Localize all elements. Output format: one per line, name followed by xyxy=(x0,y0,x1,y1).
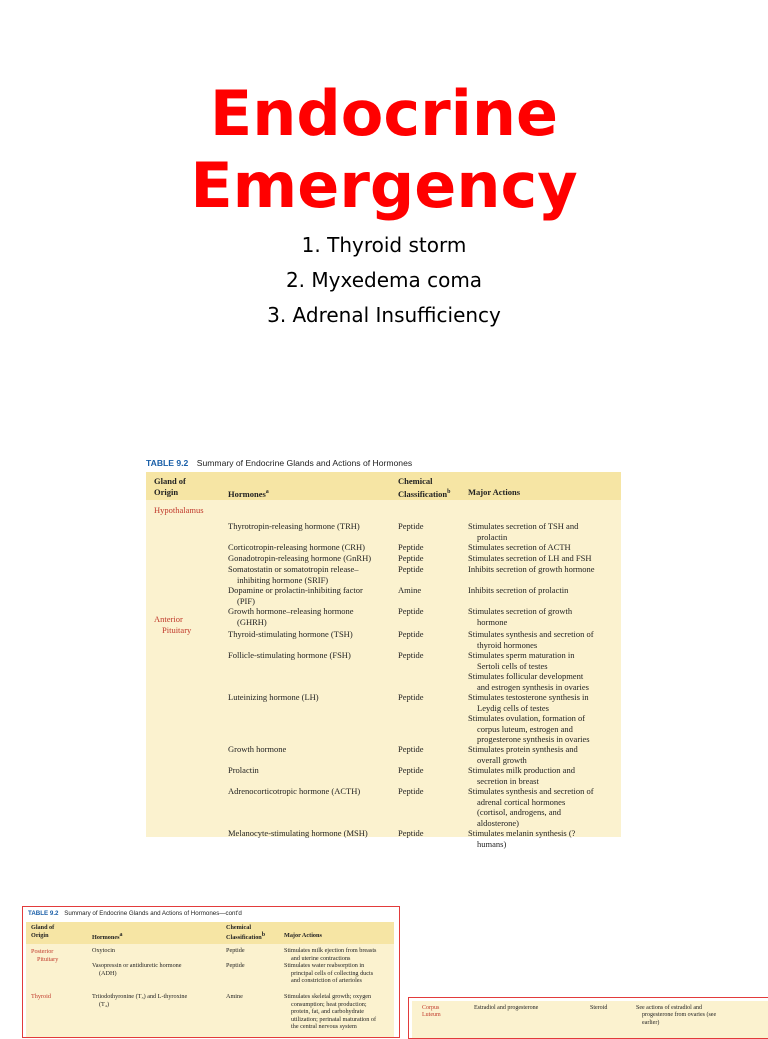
cell-hormone-line: (ADH) xyxy=(99,969,117,977)
header-chem-line2: Classification xyxy=(398,488,448,499)
cell-actions xyxy=(284,962,394,985)
cell-hormone xyxy=(228,542,393,553)
cell-action-line: consumption; heat production; xyxy=(291,1000,367,1008)
cell-action-line: Stimulates secretion of ACTH xyxy=(468,542,571,552)
header-gland xyxy=(154,476,186,497)
cont-header-chem-sup: b xyxy=(261,931,266,938)
cell-hormone xyxy=(228,606,393,627)
cell-hormone xyxy=(228,765,393,776)
title-line-1: Endocrine xyxy=(209,77,559,150)
cont-header-hormones-text: Hormones xyxy=(92,934,120,942)
cell-action-line: Stimulates secretion of LH and FSH xyxy=(468,553,592,563)
gland-posterior-pituitary xyxy=(31,948,58,963)
fragment-chem: Steroid xyxy=(590,1005,608,1011)
cell-action-line: (cortisol, androgens, and xyxy=(477,807,562,818)
table-header xyxy=(146,472,621,500)
cell-actions xyxy=(468,553,620,564)
cont-header-gland-line1: Gland of xyxy=(31,924,55,931)
cell-chem: Peptide xyxy=(398,553,424,563)
cell-hormone xyxy=(92,947,222,955)
fragment-action-line: progesterone from ovaries (see xyxy=(642,1012,717,1019)
cell-action-line: Stimulates secretion of growth xyxy=(468,606,573,616)
cell-hormone-line: Adrenocorticotropic hormone (ACTH) xyxy=(228,786,361,796)
cell-actions xyxy=(468,521,620,542)
gland-hypothalamus: Hypothalamus xyxy=(154,505,204,515)
cont-header-actions: Major Actions xyxy=(284,932,322,939)
cell-hormone xyxy=(92,962,222,977)
cell-action-line: aldosterone) xyxy=(477,817,520,828)
cell-hormone xyxy=(92,993,222,1008)
cell-hormone xyxy=(228,585,393,606)
cell-chem: Peptide xyxy=(398,765,424,775)
list-item: 1. Thyroid storm xyxy=(301,233,467,257)
cell-chem: Peptide xyxy=(398,744,424,754)
cell-chem: Peptide xyxy=(398,521,424,531)
cont-header-chem-line1: Chemical xyxy=(226,924,252,931)
cell-action-line: and estrogen synthesis in ovaries xyxy=(477,681,589,692)
cell-action-line: Stimulates protein synthesis and xyxy=(468,744,578,754)
table-caption-text: Summary of Endocrine Glands and Actions of Hormones xyxy=(196,458,413,468)
cell-chem: Peptide xyxy=(398,542,424,552)
cell-action-line: hormone xyxy=(477,616,508,627)
cell-action-line: secretion in breast xyxy=(477,775,539,786)
cont-header-chem-line2: Classification xyxy=(226,933,262,941)
cell-actions xyxy=(468,542,620,553)
cell-action-line: adrenal cortical hormones xyxy=(477,796,566,807)
cell-action-line: protein, fat, and carbohydrate xyxy=(291,1008,365,1016)
cell-chem: Peptide xyxy=(398,564,424,574)
cell-action-line: Stimulates water reabsorption in xyxy=(284,962,365,969)
fragment-action-line: earlier) xyxy=(642,1019,660,1026)
header-chem-line1: Chemical xyxy=(398,476,433,486)
cell-action-line: principal cells of collecting ducts xyxy=(291,969,374,977)
gland-anterior-pituitary xyxy=(154,614,191,635)
cell-hormone-line: Melanocyte-stimulating hormone (MSH) xyxy=(228,828,368,838)
cell-actions xyxy=(468,765,620,786)
cell-hormone xyxy=(228,564,393,585)
cell-hormone-line: (PIF) xyxy=(237,595,255,606)
table-number: TABLE 9.2 xyxy=(146,458,189,468)
cell-chem: Peptide xyxy=(226,947,245,954)
cell-action-line: utilization; perinatal maturation of xyxy=(291,1015,377,1023)
cell-hormone-line: Prolactin xyxy=(228,765,259,775)
gland-anterior-line2: Pituitary xyxy=(162,624,192,635)
cont-header-hormones xyxy=(92,932,123,942)
gland-thyroid: Thyroid xyxy=(31,993,51,1000)
hormone-table-continued xyxy=(22,906,400,1038)
cell-action-line: Stimulates synthesis and secretion of xyxy=(468,629,594,639)
cell-action-line: Stimulates testosterone synthesis in xyxy=(468,692,589,702)
list-item: 2. Myxedema coma xyxy=(285,268,483,292)
cell-hormone xyxy=(228,521,393,532)
cell-action-line: the central nervous system xyxy=(291,1023,357,1031)
cell-hormone xyxy=(228,786,393,797)
cell-chem: Peptide xyxy=(398,692,424,702)
cell-actions xyxy=(468,692,620,745)
cell-actions xyxy=(468,564,620,575)
header-chem xyxy=(398,476,450,499)
fragment-hormone: Estradiol and progesterone xyxy=(474,1005,539,1011)
hormone-table-fragment xyxy=(408,997,768,1039)
cell-chem: Peptide xyxy=(398,650,424,660)
header-chem-sup: b xyxy=(447,488,451,495)
cell-action-line: Leydig cells of testes xyxy=(477,702,549,713)
cell-action-line: Stimulates secretion of TSH and xyxy=(468,521,579,531)
cell-action-line: Stimulates melanin synthesis (? xyxy=(468,828,576,838)
gland-corpus-line2: Luteum xyxy=(422,1012,441,1019)
table-cont-number: TABLE 9.2 xyxy=(28,910,59,917)
cell-action-line: Stimulates synthesis and secretion of xyxy=(468,786,594,796)
cell-action-line: Inhibits secretion of growth hormone xyxy=(468,564,595,574)
cell-hormone xyxy=(228,629,393,640)
cell-hormone-line: Corticotropin-releasing hormone (CRH) xyxy=(228,542,365,552)
gland-corpus-luteum xyxy=(422,1005,441,1020)
cell-hormone-line: (GHRH) xyxy=(237,616,267,627)
table-cont-body xyxy=(26,922,394,1038)
cell-action-line: Sertoli cells of testes xyxy=(477,660,548,671)
gland-corpus-line1: Corpus xyxy=(422,1005,440,1011)
cell-action-line: Inhibits secretion of prolactin xyxy=(468,585,569,595)
cell-hormone-line: Follicle-stimulating hormone (FSH) xyxy=(228,650,351,660)
cell-chem: Peptide xyxy=(398,606,424,616)
cell-chem: Peptide xyxy=(398,629,424,639)
cell-hormone xyxy=(228,650,393,661)
cell-action-line: progesterone synthesis in ovaries xyxy=(477,734,590,745)
cell-action-line: humans) xyxy=(477,838,507,849)
cell-action-line: and uterine contractions xyxy=(291,954,351,962)
cell-action-line: Stimulates follicular development xyxy=(468,671,584,682)
title-line-2: Emergency xyxy=(190,149,578,222)
table-body xyxy=(146,472,621,849)
cell-hormone-line: inhibiting hormone (SRIF) xyxy=(237,574,329,585)
cell-action-line: prolactin xyxy=(477,531,508,542)
cell-hormone-line: Growth hormone xyxy=(228,744,287,754)
cell-hormone xyxy=(228,828,393,839)
cell-chem: Amine xyxy=(398,585,422,595)
table-cont-caption-text: Summary of Endocrine Glands and Actions of Hormones—cont'd xyxy=(64,910,242,917)
cell-actions xyxy=(468,744,620,765)
header-hormones-sup: a xyxy=(265,489,269,495)
cell-actions xyxy=(284,993,394,1031)
cell-hormone-line: Dopamine or prolactin-inhibiting factor xyxy=(228,585,363,595)
cell-hormone-line: (T₄) xyxy=(99,1000,110,1008)
cell-action-line: thyroid hormones xyxy=(477,639,538,650)
cell-actions xyxy=(468,828,620,849)
cell-chem: Peptide xyxy=(398,786,424,796)
cell-chem: Amine xyxy=(226,993,243,1000)
cell-hormone-line: Luteinizing hormone (LH) xyxy=(228,692,319,702)
emergency-list xyxy=(0,228,768,333)
cont-header-chem xyxy=(226,924,265,941)
header-hormones-text: Hormones xyxy=(228,488,266,499)
table-caption xyxy=(146,455,621,472)
header-gland-line2: Origin xyxy=(154,486,179,497)
cell-chem: Peptide xyxy=(226,962,245,969)
cell-action-line: Stimulates milk production and xyxy=(468,765,575,775)
fragment-action-line: See actions of estradiol and xyxy=(636,1005,702,1011)
cell-action-line: corpus luteum, estrogen and xyxy=(477,723,573,734)
cell-hormone-line: Growth hormone–releasing hormone xyxy=(228,606,354,616)
cell-hormone-line: Triiodothyronine (T₃) and L-thyroxine xyxy=(92,993,188,1000)
cell-action-line: and constriction of arterioles xyxy=(291,977,362,985)
table-fragment-body xyxy=(412,1001,768,1039)
cell-chem: Peptide xyxy=(398,828,424,838)
list-item: 3. Adrenal Insufficiency xyxy=(267,303,501,327)
cell-hormone xyxy=(228,692,393,703)
cont-header-gland-line2: Origin xyxy=(31,931,49,939)
cell-actions xyxy=(284,947,394,962)
gland-posterior-line2: Pituitary xyxy=(37,955,59,963)
cell-action-line: Stimulates skeletal growth; oxygen xyxy=(284,993,372,1000)
cell-actions xyxy=(468,606,620,627)
table-cont-header xyxy=(26,922,394,944)
header-gland-line1: Gland of xyxy=(154,476,186,486)
cell-action-line: overall growth xyxy=(477,754,527,765)
header-actions: Major Actions xyxy=(468,487,521,497)
cont-header-hormones-sup: a xyxy=(119,932,123,938)
cont-header-gland xyxy=(31,924,54,939)
cell-actions xyxy=(468,786,620,828)
cell-actions xyxy=(468,650,620,692)
cell-hormone xyxy=(228,553,393,564)
cell-hormone-line: Somatostatin or somatotropin release– xyxy=(228,564,359,574)
cell-action-line: Stimulates milk ejection from breasts xyxy=(284,947,377,954)
cell-actions xyxy=(468,585,620,596)
cell-hormone-line: Thyrotropin-releasing hormone (TRH) xyxy=(228,521,360,531)
cell-action-line: Stimulates ovulation, formation of xyxy=(468,713,586,724)
gland-anterior-line1: Anterior xyxy=(154,614,183,624)
gland-posterior-line1: Posterior xyxy=(31,948,54,955)
cell-action-line: Stimulates sperm maturation in xyxy=(468,650,575,660)
cell-hormone-line: Oxytocin xyxy=(92,947,116,954)
hormone-table xyxy=(146,455,621,849)
header-hormones xyxy=(228,487,269,499)
cell-hormone-line: Thyroid-stimulating hormone (TSH) xyxy=(228,629,353,639)
cell-hormone-line: Vasopressin or antidiuretic hormone xyxy=(92,962,182,969)
table-cont-caption xyxy=(23,907,399,920)
cell-hormone-line: Gonadotropin-releasing hormone (GnRH) xyxy=(228,553,372,563)
cell-actions xyxy=(468,629,620,650)
slide-title xyxy=(0,78,768,222)
cell-hormone xyxy=(228,744,393,755)
